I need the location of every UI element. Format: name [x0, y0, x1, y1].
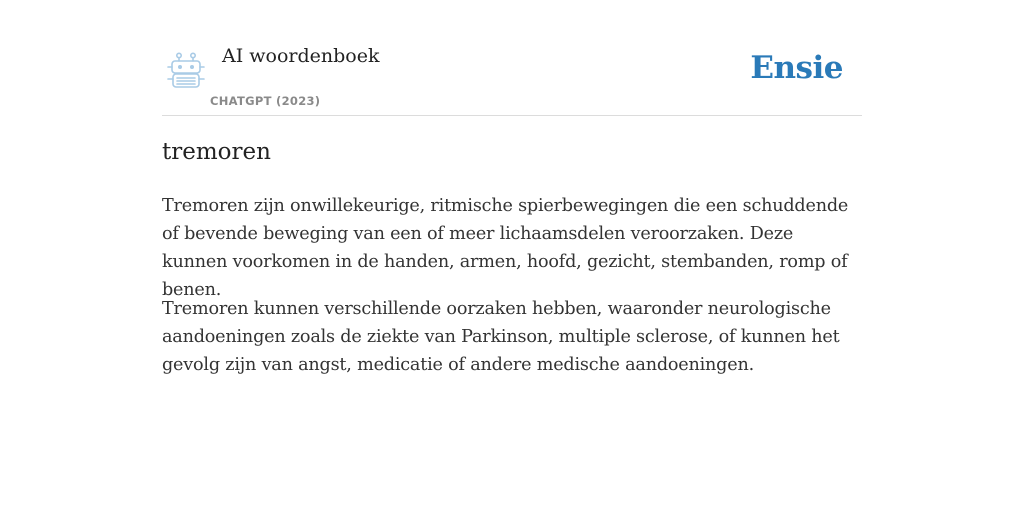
robot-icon [166, 52, 206, 90]
entry-term: tremoren [162, 139, 271, 165]
page-container [162, 0, 862, 512]
definition-paragraph: Tremoren zijn onwillekeurige, ritmische spierbewegingen die een schuddende of bevende beweging van een of meer lichaamsdelen veroorzaken. Deze kunnen voorkomen in de handen, armen, hoofd, gezicht, stembanden, romp of benen. [162, 196, 849, 300]
entry-header [162, 0, 862, 116]
definition-paragraph: Tremoren kunnen verschillende oorzaken hebben, waaronder neurologische aandoeningen zoals de ziekte van Parkinson, multiple sclerose, of kunnen het gevolg zijn van angst, medicatie of andere medische aandoeningen. [162, 299, 840, 375]
brand-logo[interactable]: Ensie [750, 50, 843, 86]
source-subtitle: CHATGPT (2023) [210, 94, 321, 108]
source-title: AI woordenboek [222, 45, 380, 67]
